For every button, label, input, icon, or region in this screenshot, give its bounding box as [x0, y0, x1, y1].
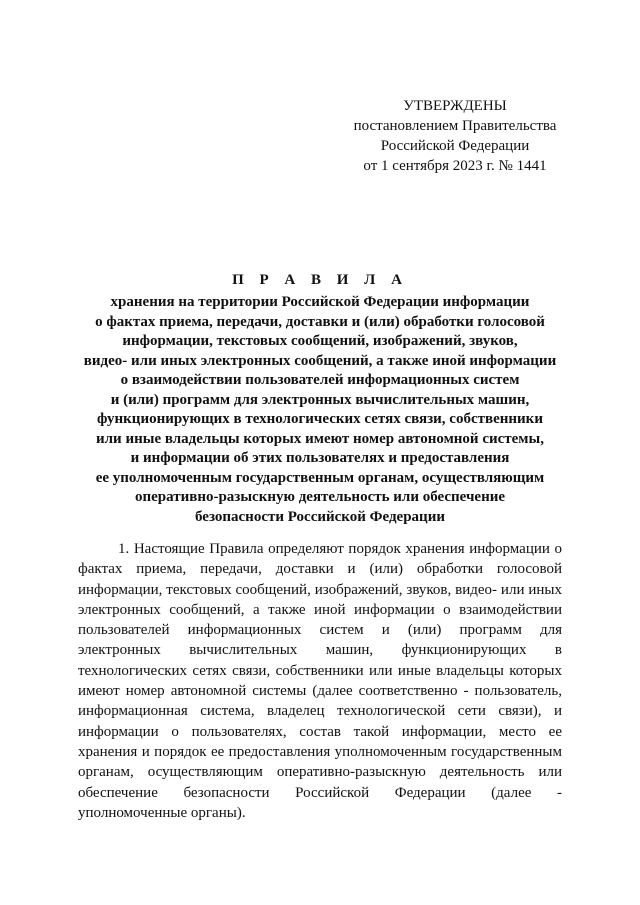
subtitle-line: функционирующих в технологических сетях связи, собственники: [97, 411, 543, 427]
approval-decree-line: постановлением Правительства: [353, 118, 557, 134]
document-subtitle: [60, 293, 580, 527]
approval-block: [340, 96, 570, 176]
subtitle-line: оперативно-разыскную деятельность или обеспечение: [134, 489, 506, 505]
approval-heading: УТВЕРЖДЕНЫ: [403, 98, 507, 114]
subtitle-line: о фактах приема, передачи, доставки и (или) обработки голосовой: [95, 313, 545, 330]
approval-date-line: от 1 сентября 2023 г. № 1441: [363, 158, 547, 174]
document-title: П Р А В И Л А: [232, 272, 408, 288]
subtitle-line: ее уполномоченным государственным органам, осуществляющим: [95, 469, 545, 486]
subtitle-line: безопасности Российской Федерации: [194, 508, 445, 525]
subtitle-line: и (или) программ для электронных вычислительных машин,: [110, 391, 530, 408]
subtitle-line: хранения на территории Российской Федерации информации: [110, 294, 530, 310]
approval-authority-line: Российской Федерации: [380, 138, 530, 154]
paragraph-1: 1. Настоящие Правила определяют порядок хранения информации о фактах приема, передачи, доставки и (или) обработки голосовой информации, текстовых сообщений, изображений, звуков, видео- или иных электронных сообщений, а также иной информации о взаимодействии пользователей информационных систем и (или) программ для электронных вычислительных машин, функционирующих в технологических сетях связи, собственники или иные владельцы которых имеют номер автономной системы (далее соответственно - пользователь, информационная система, владелец технологической сети связи), и информации о пользователях, состав такой информации, место ее хранения и порядок ее предоставления уполномоченным государственным органам, осуществляющим оперативно-разыскную деятельность или обеспечение безопасности Российской Федерации (далее - уполномоченные органы).: [78, 541, 562, 821]
subtitle-line: или иные владельцы которых имеют номер автономной системы,: [96, 430, 544, 447]
subtitle-line: видео- или иных электронных сообщений, а также иной информации: [83, 352, 557, 369]
subtitle-line: информации, текстовых сообщений, изображений, звуков,: [122, 333, 518, 349]
subtitle-line: о взаимодействии пользователей информационных систем: [120, 372, 520, 388]
subtitle-line: и информации об этих пользователях и предоставления: [130, 450, 510, 466]
